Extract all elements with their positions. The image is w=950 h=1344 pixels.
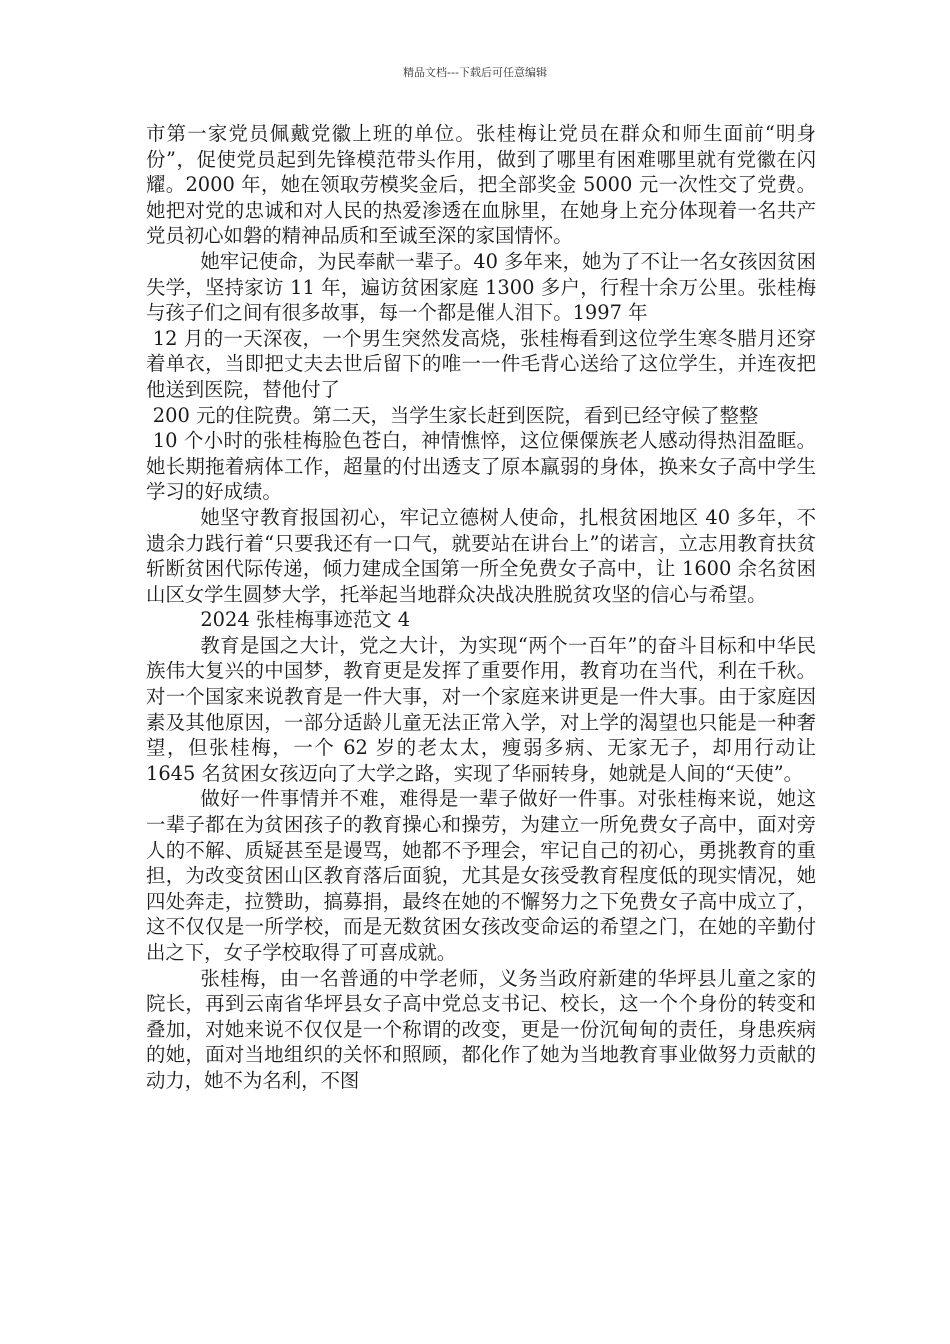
paragraph: 10 个小时的张桂梅脸色苍白，神情憔悴，这位傈僳族老人感动得热泪盈眶。她长期拖着病体工作，超量的付出透支了原本羸弱的身体，换来女子高中学生学习的好成绩。 xyxy=(146,429,816,504)
section-heading: 2024 张桂梅事迹范文 4 xyxy=(200,608,411,632)
document-body xyxy=(146,121,816,1094)
paragraph: 张桂梅，由一名普通的中学老师，义务当政府新建的华坪县儿童之家的院长，再到云南省华坪县女子高中党总支书记、校长，这一个个身份的转变和叠加，对她来说不仅仅是一个称谓的改变，更是一份沉甸甸的责任，身患疾病的她，面对当地组织的关怀和照顾，都化作了她为当地教育事业做努力贡献的动力，她不为名利，不图 xyxy=(146,966,816,1092)
page-header: 精品文档---下载后可任意编辑 xyxy=(403,66,547,79)
paragraph: 做好一件事情并不难，难得是一辈子做好一件事。对张桂梅来说，她这一辈子都在为贫困孩子的教育操心和操劳，为建立一所免费女子高中，面对旁人的不解、质疑甚至是谩骂，她都不予理会，牢记自己的初心，勇挑教育的重担，为改变贫困山区教育落后面貌，尤其是女孩受教育程度低的现实情况，她四处奔走，拉赞助，搞募捐，最终在她的不懈努力之下免费女子高中成立了，这不仅仅是一所学校，而是无数贫困女孩改变命运的希望之门，在她的辛勤付出之下，女子学校取得了可喜成就。 xyxy=(146,787,816,964)
paragraph: 她牢记使命，为民奉献一辈子。40 多年来，她为了不让一名女孩因贫困失学，坚持家访 11 年，遍访贫困家庭 1300 多户，行程十余万公里。张桂梅与孩子们之间有很多故事，每一个都是催人泪下。1997 年 xyxy=(146,249,816,325)
paragraph: 200 元的住院费。第二天，当学生家长赶到医院，看到已经守候了整整 xyxy=(152,403,759,427)
paragraph: 教育是国之大计，党之大计，为实现“两个一百年”的奋斗目标和中华民族伟大复兴的中国梦，教育更是发挥了重要作用，教育功在当代，利在千秋。对一个国家来说教育是一件大事，对一个家庭来讲更是一件大事。由于家庭因素及其他原因，一部分适龄儿童无法正常入学，对上学的渴望也只能是一种奢望，但张桂梅，一个 62 岁的老太太，瘦弱多病、无家无子，却用行动让 1645 名贫困女孩迈向了大学之路，实现了华丽转身，她就是人间的“天使”。 xyxy=(146,633,816,785)
paragraph: 她坚守教育报国初心，牢记立德树人使命，扎根贫困地区 40 多年，不遗余力践行着“只要我还有一口气，就要站在讲台上”的诺言，立志用教育扶贫斩断贫困代际传递，倾力建成全国第一所全免费女子高中，让 1600 余名贫困山区女学生圆梦大学，托举起当地群众决战决胜脱贫攻坚的信心与希望。 xyxy=(146,505,816,606)
paragraph: 12 月的一天深夜，一个男生突然发高烧，张桂梅看到这位学生寒冬腊月还穿着单衣，当即把丈夫去世后留下的唯一一件毛背心送给了这位学生，并连夜把他送到医院，替他付了 xyxy=(146,326,816,401)
paragraph: 市第一家党员佩戴党徽上班的单位。张桂梅让党员在群众和师生面前“明身份”，促使党员起到先锋模范带头作用，做到了哪里有困难哪里就有党徽在闪耀。2000 年，她在领取劳模奖金后，把全部奖金 5000 元一次性交了党费。她把对党的忠诚和对人民的热爱渗透在血脉里，在她身上充分体现着一名共产党员初心如磐的精神品质和至诚至深的家国情怀。 xyxy=(146,122,816,248)
